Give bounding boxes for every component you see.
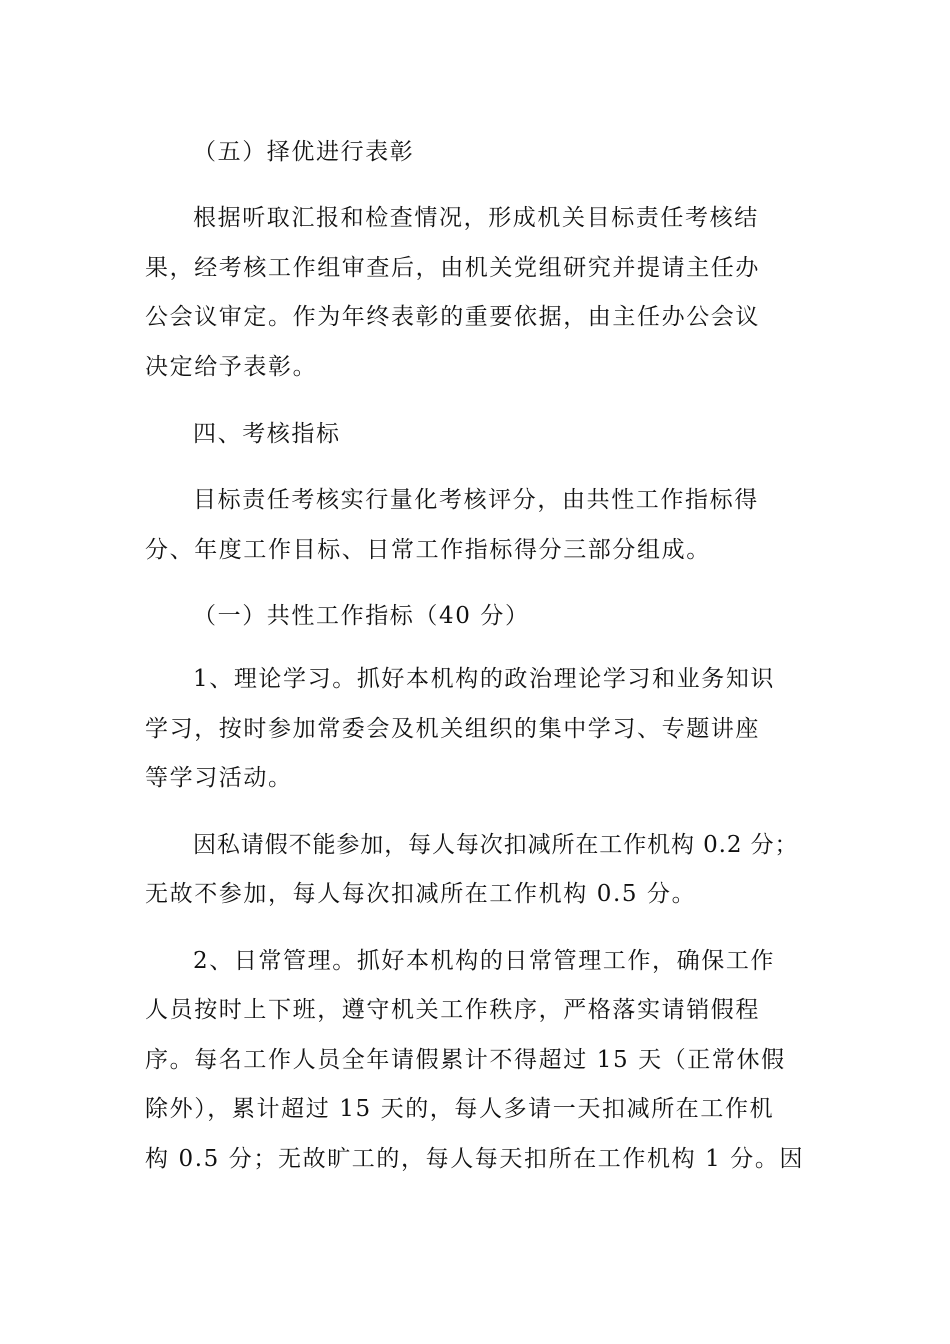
paragraph-line: 果，经考核工作组审查后，由机关党组研究并提请主任办 [145, 255, 760, 281]
paragraph-line: 2、日常管理。抓好本机构的日常管理工作，确保工作 [193, 948, 776, 974]
paragraph-line: 因私请假不能参加，每人每次扣减所在工作机构 0.2 分； [193, 832, 799, 858]
section-heading-indicators: 四、考核指标 [193, 421, 341, 447]
paragraph-line: 1、理论学习。抓好本机构的政治理论学习和业务知识 [193, 666, 776, 692]
paragraph-line: 序。每名工作人员全年请假累计不得超过 15 天（正常休假 [145, 1047, 786, 1073]
section-heading-commendation: （五）择优进行表彰 [193, 139, 415, 165]
paragraph-line: 无故不参加，每人每次扣减所在工作机构 0.5 分。 [145, 881, 697, 907]
paragraph-line: 人员按时上下班，遵守机关工作秩序，严格落实请销假程 [145, 997, 760, 1023]
paragraph-line: 构 0.5 分；无故旷工的，每人每天扣所在工作机构 1 分。因 [145, 1146, 805, 1172]
paragraph-line: 除外），累计超过 15 天的，每人多请一天扣减所在工作机 [145, 1096, 775, 1122]
paragraph-line: 学习，按时参加常委会及机关组织的集中学习、专题讲座 [145, 716, 760, 742]
paragraph-line: 根据听取汇报和检查情况，形成机关目标责任考核结 [193, 205, 759, 231]
paragraph-line: 目标责任考核实行量化考核评分，由共性工作指标得 [193, 487, 759, 513]
subsection-heading-common-indicators: （一）共性工作指标（40 分） [193, 603, 530, 629]
paragraph-line: 等学习活动。 [145, 765, 293, 791]
paragraph-line: 公会议审定。作为年终表彰的重要依据，由主任办公会议 [145, 304, 760, 330]
paragraph-line: 分、年度工作目标、日常工作指标得分三部分组成。 [145, 537, 711, 563]
paragraph-line: 决定给予表彰。 [145, 354, 318, 380]
